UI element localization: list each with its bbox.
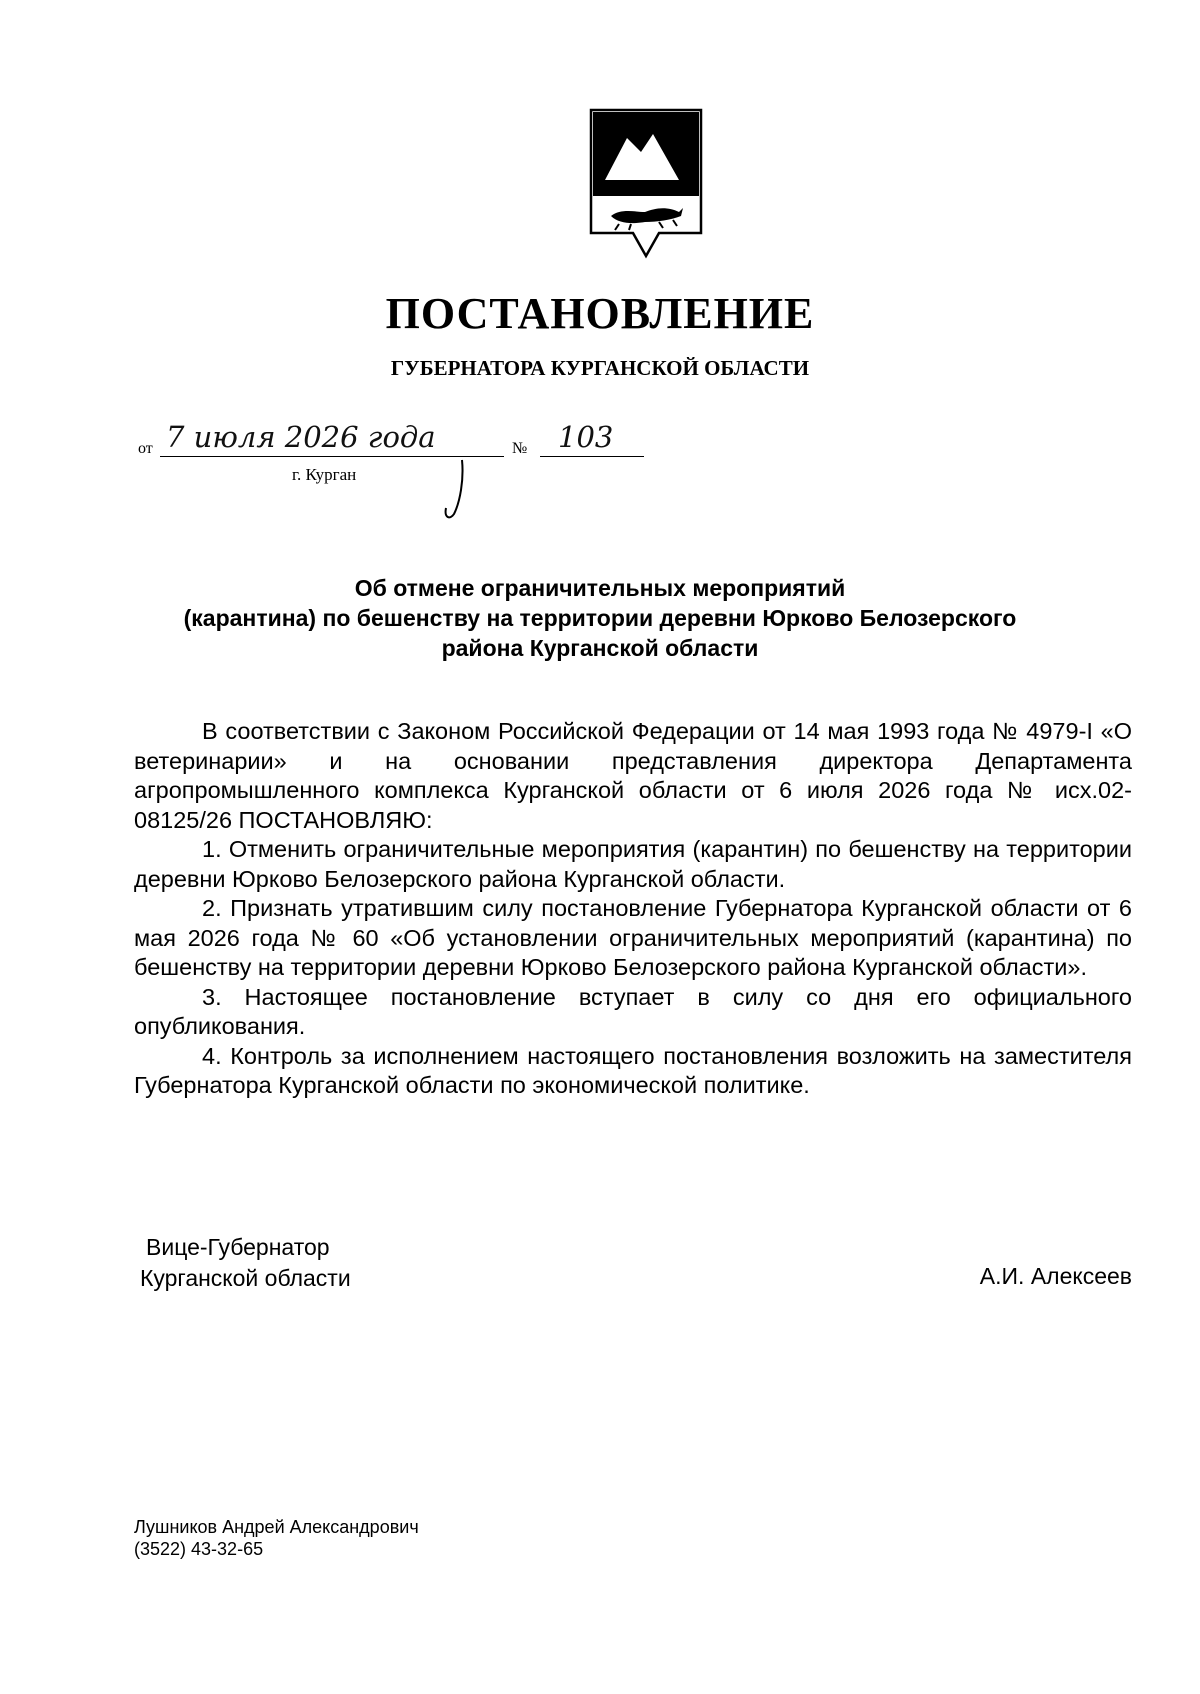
title-line: района Курганской области <box>441 635 759 661</box>
title-line: Об отмене ограничительных мероприятий <box>354 575 846 601</box>
number-label: № <box>512 440 528 457</box>
executor-phone: (3522) 43-32-65 <box>134 1539 264 1559</box>
body-item-1: 1. Отменить ограничительные мероприятия (карантин) по бешенству на территории деревни Юрково Белозерского района Курганской области. <box>134 836 1132 892</box>
executor-name: Лушников Андрей Александрович <box>134 1517 419 1537</box>
body-item-3: 3. Настоящее постановление вступает в силу со дня его официального опубликования. <box>134 983 1132 1039</box>
signatory-name: А.И. Алексеев <box>979 1263 1132 1289</box>
document-kind-heading: ПОСТАНОВЛЕНИЕ <box>385 289 815 338</box>
executor-info <box>134 1516 419 1560</box>
signatory-position-line2: Курганской области <box>140 1265 351 1291</box>
document-body <box>134 717 1132 1101</box>
preamble-paragraph: В соответствии с Законом Российской Федерации от 14 мая 1993 года № 4979-I «О ветеринарии» и на основании представления директора Департамента агропромышленного комплекса Курганской области от 6 июля 2026 года № исх.02-08125/26 ПОСТАНОВЛЯЮ: <box>134 718 1132 833</box>
date-label: от <box>138 440 153 457</box>
city-label: г. Курган <box>292 465 357 484</box>
number-handwritten: 103 <box>558 420 614 454</box>
number-underline <box>540 456 644 457</box>
body-item-4: 4. Контроль за исполнением настоящего постановления возложить на заместителя Губернатора Курганской области по экономической политике. <box>134 1042 1132 1098</box>
signatory-position-line1: Вице-Губернатор <box>146 1234 330 1260</box>
date-handwritten: 7 июля 2026 года <box>166 420 436 454</box>
document-issuer: ГУБЕРНАТОРА КУРГАНСКОЙ ОБЛАСТИ <box>390 356 810 380</box>
body-item-2: 2. Признать утратившим силу постановление Губернатора Курганской области от 6 мая 2026 года № 60 «Об установлении ограничительных мероприятий (карантина) по бешенству на территории деревни Юрково Белозерского района Курганской области». <box>134 895 1132 980</box>
handwriting-stroke <box>440 456 470 526</box>
signatory-position <box>140 1232 351 1294</box>
title-line: (карантина) по бешенству на территории деревни Юрково Белозерского <box>183 605 1017 631</box>
coat-of-arms-emblem <box>589 108 703 260</box>
document-title <box>120 573 1080 663</box>
